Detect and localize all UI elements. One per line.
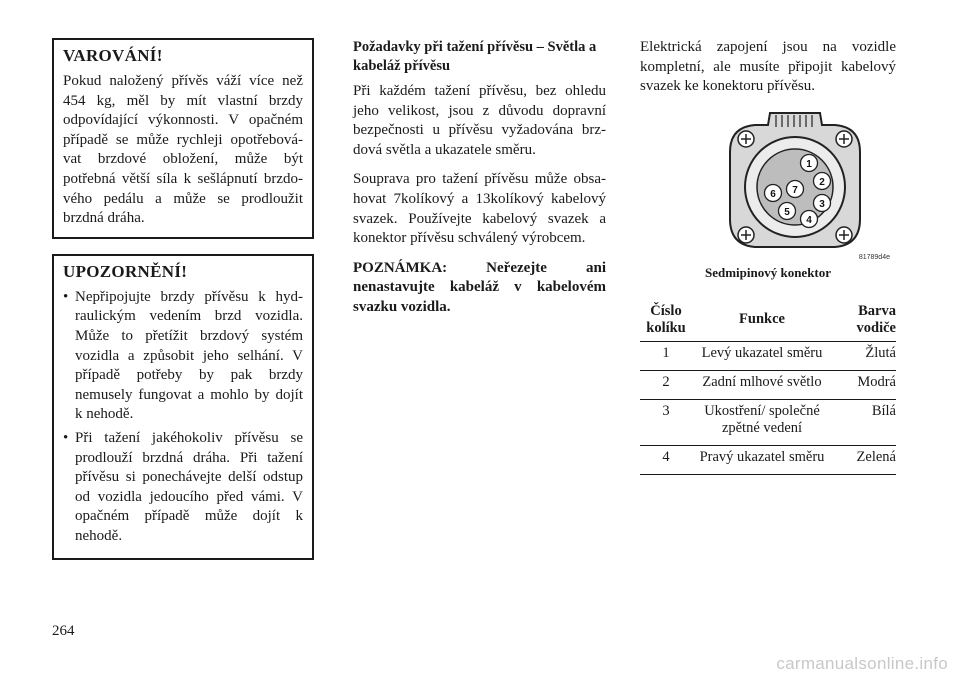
pin-label: 1	[806, 158, 812, 170]
caution-box	[52, 254, 314, 561]
caution-item: • Při tažení jakéhokoliv přívěsu se prodlouží brzdná dráha. Při tažení přívěsu si ponechávejte delší odstup od vozidla jedoucího před vámi. V opačném případě může dojít k nehodě.	[63, 429, 303, 547]
warning-box	[52, 38, 314, 239]
pin-function: Pravý ukazatel směru	[692, 445, 832, 474]
left-column	[52, 38, 314, 560]
pin-label: 5	[784, 206, 790, 218]
middle-column	[353, 38, 606, 328]
pin-number: 2	[640, 370, 692, 399]
pin-function-table	[640, 301, 896, 475]
pin-number: 4	[640, 445, 692, 474]
warning-title: VAROVÁNÍ!	[63, 46, 163, 65]
pin-label: 7	[792, 184, 798, 196]
pin-function: Ukostření/ společné zpětné vedení	[692, 399, 832, 445]
right-column	[640, 38, 896, 475]
connection-intro: Elektrická zapojení jsou na vozidle kompletní, ale musíte připojit kabelový svazek ke konektoru přívěsu.	[640, 39, 896, 95]
figure-code: 81789d4e	[858, 253, 890, 261]
connector-illustration	[710, 107, 880, 257]
header-pin-number: Číslo kolíku	[640, 301, 692, 342]
watermark: carmanualsonline.info	[776, 654, 948, 673]
section-note: POZNÁMKA: Neřezejte ani nenastavujte kabeláž v kabelovém svazku vozidla.	[353, 259, 606, 315]
wire-color: Zelená	[832, 445, 896, 474]
pin-function: Levý ukazatel směru	[692, 341, 832, 370]
pin-function: Zadní mlhové světlo	[692, 370, 832, 399]
section-paragraph-2: Souprava pro tažení přívěsu může obsa-hovat 7kolíkový a 13kolíkový kabelový svazek. Používejte kabelový svazek a konektor přívěsu schválený výrobcem.	[353, 171, 606, 247]
caution-list	[63, 288, 303, 547]
section-heading: Požadavky při tažení přívěsu – Světla a kabeláž přívěsu	[353, 39, 597, 74]
pin-label: 2	[819, 176, 825, 188]
seven-pin-connector-figure	[710, 107, 890, 261]
pin-number: 1	[640, 341, 692, 370]
table-row	[640, 341, 896, 370]
wire-color: Žlutá	[832, 341, 896, 370]
figure-caption: Sedmipinový konektor	[704, 264, 832, 280]
header-function: Funkce	[692, 301, 832, 342]
pin-label: 4	[806, 214, 812, 226]
section-paragraph-1: Při každém tažení přívěsu, bez ohledu jeho velikost, jsou z důvodu dopravní bezpečnosti u přívěsu vyžadována brz-dová světla a ukazatele směru.	[353, 83, 606, 158]
page-number: 264	[52, 623, 75, 639]
caution-title: UPOZORNĚNÍ!	[63, 261, 188, 281]
wire-color: Modrá	[832, 370, 896, 399]
table-row	[640, 370, 896, 399]
wire-color: Bílá	[832, 399, 896, 445]
table-row	[640, 445, 896, 474]
caution-item: • Nepřipojujte brzdy přívěsu k hyd-raulickým vedením brzd vozidla. Může to přetížit brzdový systém vozidla a způsobit jeho selhání. V případě potřeby by pak brzdy nemusely fungovat a mohlo by dojít k nehodě.	[63, 288, 303, 425]
pin-number: 3	[640, 399, 692, 445]
pin-label: 6	[770, 188, 776, 200]
pin-label: 3	[819, 198, 825, 210]
table-row	[640, 399, 896, 445]
warning-text: Pokud naložený přívěs váží více než 454 kg, měl by mít vlastní brzdy odpovídající výkonnosti. V opačném případě se může rychleji opotřebová-vat brzdové obložení, může být potřebná větší síla k sešlápnutí brzdo-vého pedálu a může se prodloužit brzdná dráha.	[63, 73, 303, 227]
header-wire-color: Barva vodiče	[832, 301, 896, 342]
table-header-row	[640, 301, 896, 342]
